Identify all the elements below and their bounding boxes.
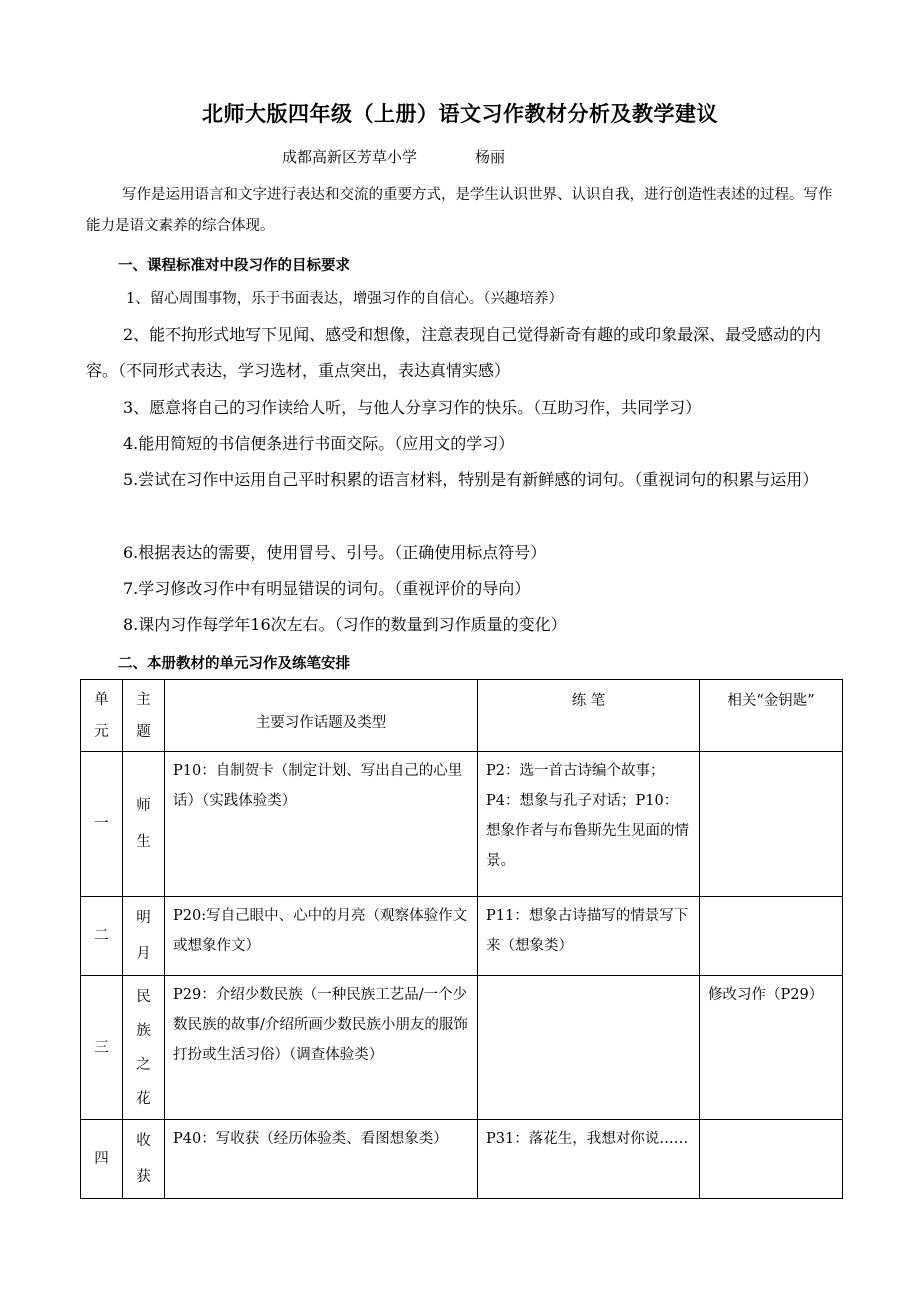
- header-unit: 单 元: [81, 680, 123, 752]
- theme-cell: 收 获: [123, 1120, 165, 1199]
- topic-cell: P29：介绍少数民族（一种民族工艺品/一个少数民族的故事/介绍所画少数民族小朋友的服饰打扮或生活习俗）（调查体验类）: [165, 976, 478, 1120]
- intro-paragraph: 写作是运用语言和文字进行表达和交流的重要方式，是学生认识世界、认识自我，进行创造性表述的过程。写作能力是语文素养的综合体现。: [86, 187, 833, 234]
- unit-cell: 二: [81, 897, 123, 976]
- practice-cell: P31：落花生，我想对你说……: [478, 1120, 700, 1199]
- key-cell: [700, 752, 843, 897]
- goal-item: 3、愿意将自己的习作读给人听，与他人分享习作的快乐。（互助习作，共同学习）: [123, 398, 702, 417]
- goal-item: 6.根据表达的需要，使用冒号、引号。（正确使用标点符号）: [123, 543, 547, 562]
- goal-item: 1、留心周围事物，乐于书面表达，增强习作的自信心。（兴趣培养）: [126, 291, 563, 307]
- unit-table: [80, 679, 843, 1199]
- practice-cell: [478, 976, 700, 1120]
- practice-cell: P11：想象古诗描写的情景写下来（想象类）: [478, 897, 700, 976]
- header-theme: 主 题: [123, 680, 165, 752]
- key-cell: [700, 1120, 843, 1199]
- table-header-row: [81, 680, 843, 752]
- unit-cell: 一: [81, 752, 123, 897]
- key-cell: [700, 897, 843, 976]
- theme-cell: 明 月: [123, 897, 165, 976]
- header-topic: 主要习作话题及类型: [165, 680, 478, 752]
- table-row: [81, 897, 843, 976]
- theme-cell: 民 族 之 花: [123, 976, 165, 1120]
- header-practice: 练 笔: [478, 680, 700, 752]
- author-line: [282, 146, 505, 167]
- goal-item: 4.能用简短的书信便条进行书面交际。（应用文的学习）: [123, 434, 515, 453]
- topic-cell: P20:写自己眼中、心中的月亮（观察体验作文或想象作文）: [165, 897, 478, 976]
- goal-item: 7.学习修改习作中有明显错误的词句。（重视评价的导向）: [123, 579, 531, 598]
- unit-cell: 三: [81, 976, 123, 1120]
- theme-cell: 师 生: [123, 752, 165, 897]
- section-heading-2: 二、本册教材的单元习作及练笔安排: [118, 655, 350, 672]
- header-key: 相关“金钥匙”: [700, 680, 843, 752]
- goal-item: 5.尝试在习作中运用自己平时积累的语言材料，特别是有新鲜感的词句。（重视词句的积累与运用）: [123, 470, 819, 489]
- author-name: 杨丽: [475, 148, 506, 166]
- document-title: 北师大版四年级（上册）语文习作教材分析及教学建议: [202, 101, 718, 126]
- goal-item: 8.课内习作每学年16次左右。（习作的数量到习作质量的变化）: [123, 615, 567, 634]
- table-row: [81, 1120, 843, 1199]
- practice-cell: P2：选一首古诗编个故事；P4：想象与孔子对话；P10：想象作者与布鲁斯先生见面的情景。: [478, 752, 700, 897]
- section-heading-1: 一、课程标准对中段习作的目标要求: [118, 257, 350, 274]
- key-cell: 修改习作（P29）: [700, 976, 843, 1120]
- table-row: [81, 752, 843, 897]
- unit-cell: 四: [81, 1120, 123, 1199]
- author-school: 成都高新区芳草小学: [282, 148, 418, 166]
- goal-item: 2、能不拘形式地写下见闻、感受和想像，注意表现自己觉得新奇有趣的或印象最深、最受感动的内容。（不同形式表达，学习选材，重点突出，表达真情实感）: [86, 325, 822, 380]
- topic-cell: P10：自制贺卡（制定计划、写出自己的心里话）（实践体验类）: [165, 752, 478, 897]
- table-row: [81, 976, 843, 1120]
- topic-cell: P40：写收获（经历体验类、看图想象类）: [165, 1120, 478, 1199]
